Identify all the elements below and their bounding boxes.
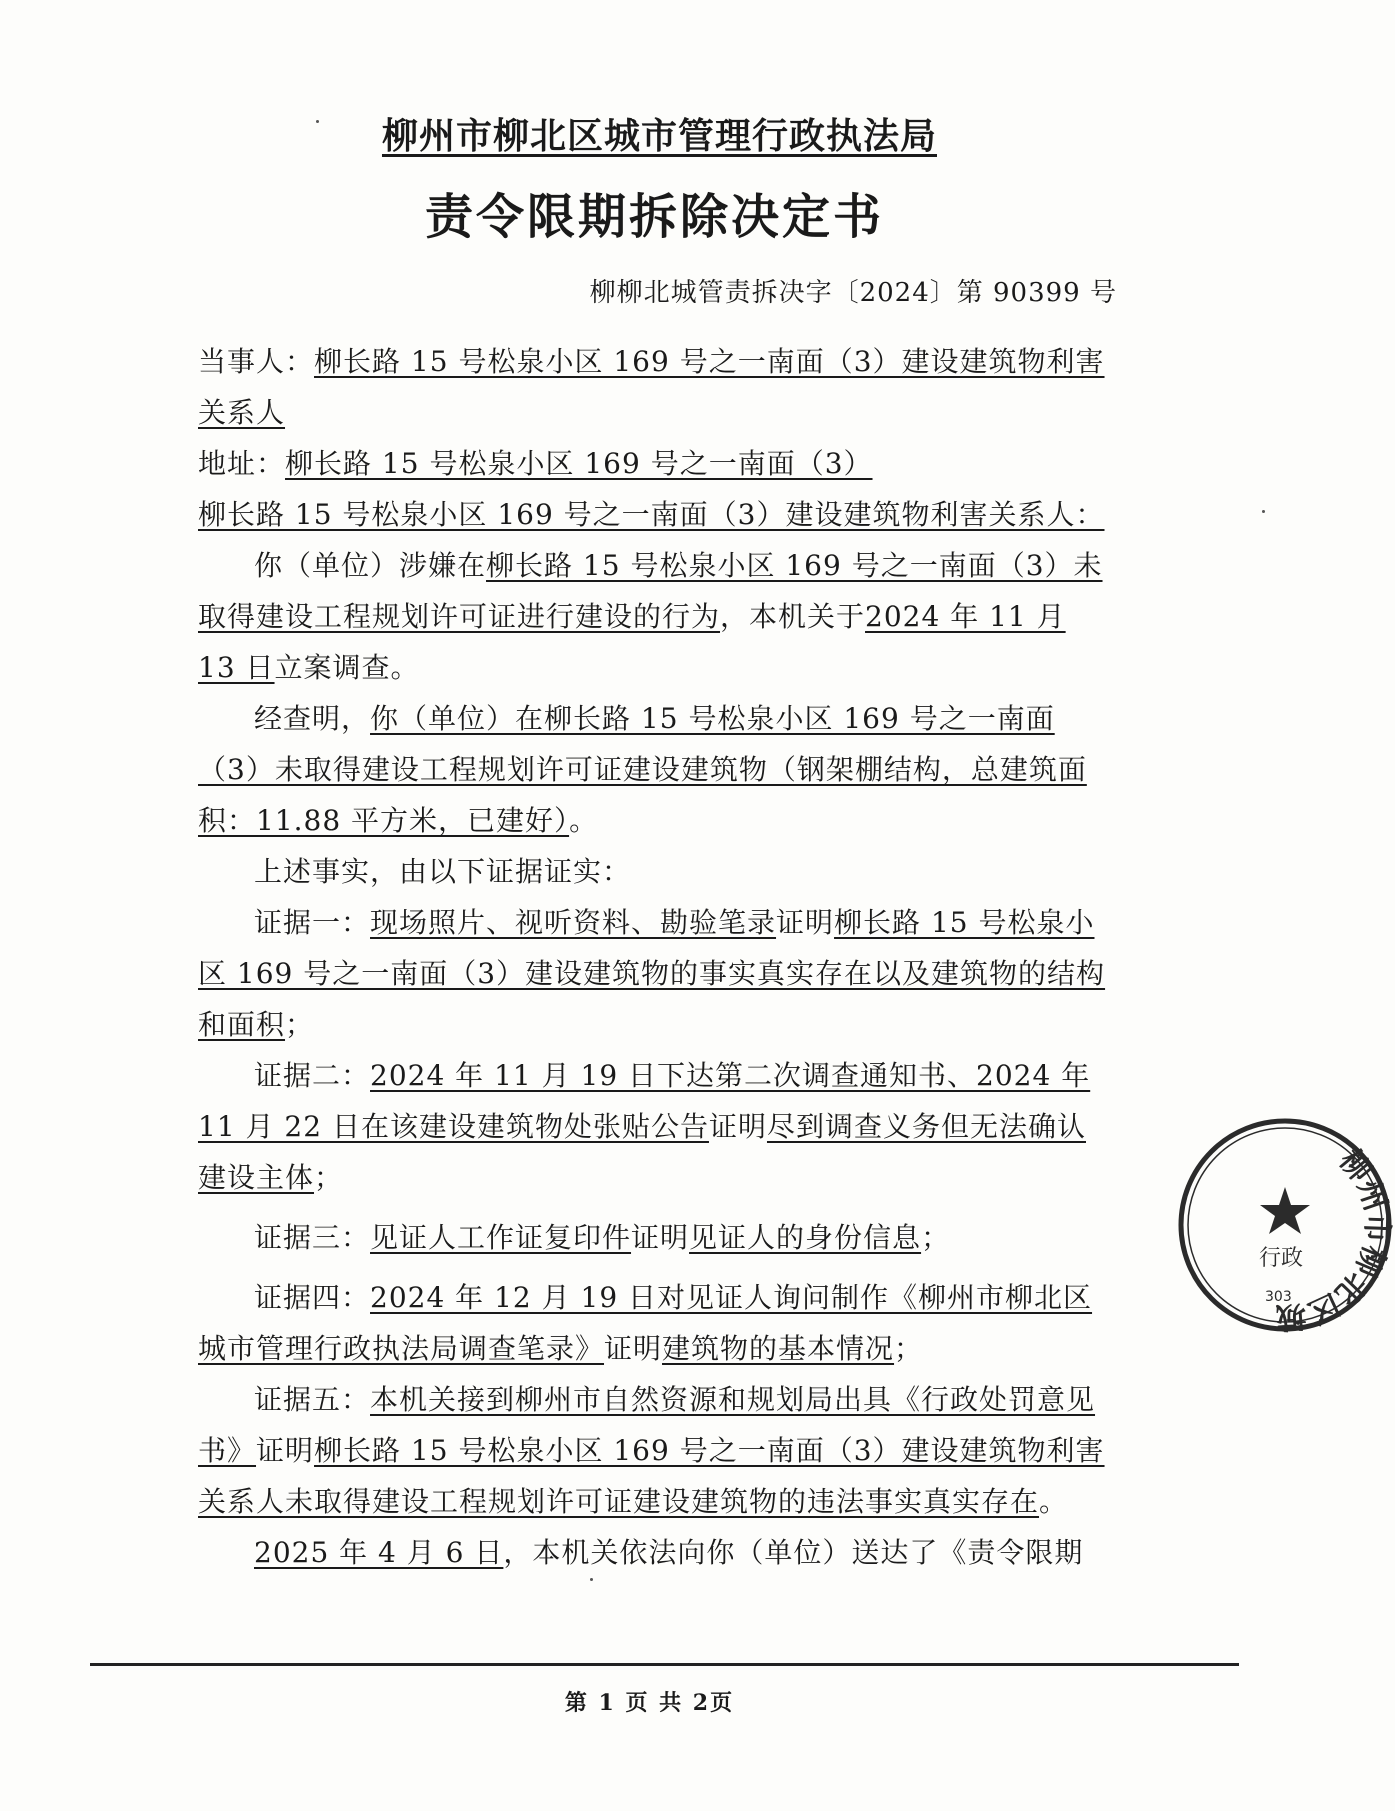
evidence-item-1 — [198, 897, 1113, 1050]
document-number: 柳柳北城管责拆决字〔2024〕第 90399 号 — [589, 278, 1117, 308]
evidence5-source: 本机关接到柳州市自然资源和规划局出具《行政处罚意见书》 — [198, 1383, 1096, 1467]
paragraph-case-filing — [198, 540, 1113, 693]
evidence2-end: ； — [314, 1161, 344, 1194]
party-label: 当事人： — [198, 345, 315, 378]
evidence-item-4 — [198, 1272, 1113, 1374]
scan-speck — [316, 120, 319, 123]
evidence4-label: 证据四： — [254, 1281, 371, 1314]
para1-text-2: ，本机关于 — [720, 600, 866, 633]
party-name: 柳长路 15 号松泉小区 169 号之一南面（3）建设建筑物利害 — [314, 345, 1105, 378]
evidence-item-5 — [198, 1374, 1113, 1527]
party-name-cont: 关系人 — [198, 396, 286, 429]
seal-bottom-text: 行政 — [1259, 1246, 1304, 1271]
evidence5-text: 证明 — [256, 1434, 315, 1467]
evidence-item-3 — [198, 1212, 1113, 1263]
official-seal-icon — [1175, 1115, 1395, 1335]
evidence3-label: 证据三： — [254, 1221, 371, 1254]
evidence1-text: 证明 — [776, 906, 835, 939]
seal-ring-text: 柳州市柳北区城 — [1274, 1143, 1395, 1335]
notice-text: ，本机关依法向你（单位）送达了《责令限期 — [503, 1536, 1084, 1569]
evidence4-source: 2024 年 12 月 19 日对见证人询问制作《柳州市柳北区城市管理行政执法局调查笔录》 — [198, 1281, 1093, 1365]
evidence2-proves: 尽到调查义务但无法确认建设主体 — [198, 1110, 1086, 1194]
page-number: 第 1 页 共 2页 — [564, 1690, 735, 1716]
evidence1-proves: 柳长路 15 号松泉小区 169 号之一南面（3）建设建筑物的事实真实存在以及建筑物的结构和面积 — [198, 906, 1106, 1041]
evidence2-source: 2024 年 11 月 19 日下达第二次调查通知书、2024 年 11 月 22 日在该建设建筑物处张贴公告 — [198, 1059, 1091, 1143]
document-title: 责令限期拆除决定书 — [424, 189, 884, 245]
document-body — [198, 336, 1113, 1578]
para2-text-1: 经查明， — [254, 702, 371, 735]
party-line-2 — [198, 387, 1113, 438]
issuer-name: 柳州市柳北区城市管理行政执法局 — [381, 115, 937, 157]
para1-location: 柳长路 15 号松泉小区 169 号之一南面（3）未取得建设工程规划许可证进行建设的行为 — [198, 549, 1103, 633]
evidence4-proves: 建筑物的基本情况 — [662, 1332, 895, 1365]
evidence-item-2 — [198, 1050, 1113, 1203]
scan-speck — [1262, 510, 1265, 513]
party-line — [198, 336, 1113, 387]
evidence1-source: 现场照片、视听资料、勘验笔录 — [370, 906, 777, 939]
seal-star-icon — [1260, 1187, 1310, 1234]
paragraph-notice-served — [198, 1527, 1113, 1578]
evidence3-end: ； — [921, 1221, 951, 1254]
para1-text-1: 你（单位）涉嫌在 — [254, 549, 487, 582]
address-line — [198, 438, 1113, 489]
salutation — [198, 489, 1113, 540]
evidence4-text: 证明 — [604, 1332, 663, 1365]
para1-text-3: 立案调查。 — [274, 651, 420, 684]
evidence3-source: 见证人工作证复印件 — [370, 1221, 632, 1254]
evidence5-end: 。 — [1039, 1485, 1069, 1518]
salutation-text: 柳长路 15 号松泉小区 169 号之一南面（3）建设建筑物利害关系人： — [198, 498, 1105, 531]
scan-speck — [590, 1578, 593, 1581]
evidence5-label: 证据五： — [254, 1383, 371, 1416]
evidence5-proves: 柳长路 15 号松泉小区 169 号之一南面（3）建设建筑物利害关系人未取得建设工程规划许可证建设建筑物的违法事实真实存在 — [198, 1434, 1105, 1518]
seal-code-text: 303 — [1265, 1289, 1292, 1305]
evidence4-end: ； — [894, 1332, 924, 1365]
paragraph-findings — [198, 693, 1113, 846]
address-label: 地址： — [198, 447, 286, 480]
evidence2-text: 证明 — [708, 1110, 767, 1143]
evidence1-label: 证据一： — [254, 906, 371, 939]
address-value: 柳长路 15 号松泉小区 169 号之一南面（3） — [285, 447, 873, 480]
evidence-intro: 上述事实，由以下证据证实： — [254, 855, 632, 888]
notice-date: 2025 年 4 月 6 日 — [254, 1536, 504, 1569]
evidence1-end: ； — [285, 1008, 315, 1041]
para2-finding: 你（单位）在柳长路 15 号松泉小区 169 号之一南面（3）未取得建设工程规划许可证建设建筑物（钢架棚结构，总建筑面积：11.88 平方米，已建好） — [198, 702, 1087, 837]
footer-divider — [90, 1663, 1239, 1666]
evidence3-proves: 见证人的身份信息 — [689, 1221, 922, 1254]
para1-date: 2024 年 11 月 13 日 — [198, 600, 1066, 684]
paragraph-evidence-intro — [198, 846, 1113, 897]
para2-text-2: 。 — [569, 804, 599, 837]
evidence3-text: 证明 — [631, 1221, 690, 1254]
evidence2-label: 证据二： — [254, 1059, 371, 1092]
